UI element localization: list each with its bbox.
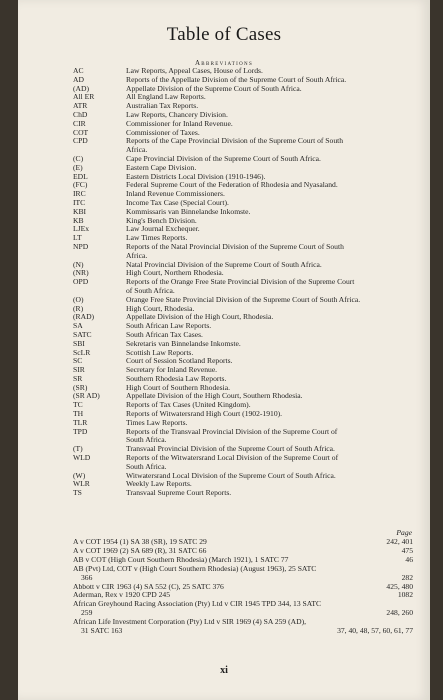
abbreviation-definition: South African Law Reports.: [126, 321, 212, 331]
abbreviation-definition: High Court, Rhodesia.: [126, 303, 195, 313]
abbreviation-definition: Australian Tax Reports.: [126, 101, 199, 111]
abbreviation-definition: Reports of Witwatersrand High Court (1902-1910).: [126, 409, 283, 419]
abbreviation-definition: Appellate Division of the Supreme Court of South Africa.: [126, 83, 302, 93]
abbreviation-code: COT: [73, 127, 89, 137]
abbreviation-row: [73, 366, 418, 375]
abbreviation-row: [73, 454, 418, 463]
case-entry-continuation: [73, 627, 413, 636]
case-pages: 425, 480: [386, 581, 413, 591]
abbreviation-code: OPD: [73, 277, 89, 287]
abbreviation-code: TS: [73, 488, 82, 498]
abbreviation-definition: High Court, Northern Rhodesia.: [126, 268, 224, 278]
case-entry: [73, 565, 413, 574]
abbreviation-code: (SR): [73, 382, 88, 392]
abbreviation-code: (O): [73, 294, 84, 304]
abbreviation-row: [73, 489, 418, 498]
abbreviation-code: AD: [73, 74, 84, 84]
abbreviation-row: [73, 217, 418, 226]
abbreviation-row: [73, 261, 418, 270]
page-number: xi: [220, 665, 228, 676]
abbreviation-code: ATR: [73, 101, 88, 111]
abbreviation-code: (N): [73, 259, 84, 269]
abbreviation-definition: Transvaal Supreme Court Reports.: [126, 488, 232, 498]
abbreviation-definition: Orange Free State Provincial Division of the Supreme Court of South Africa.: [126, 294, 361, 304]
abbreviation-code: (RAD): [73, 312, 95, 322]
abbreviation-definition: South Africa.: [126, 461, 167, 471]
abbreviation-definition: Witwatersrand Local Division of the Supreme Court of South Africa.: [126, 470, 336, 480]
abbreviation-code: ChD: [73, 109, 88, 119]
abbreviation-row: [73, 472, 418, 481]
abbreviation-code: SA: [73, 321, 83, 331]
case-name-continuation: 366: [81, 572, 93, 582]
abbreviation-code: SATC: [73, 329, 92, 339]
abbreviation-row: [73, 357, 418, 366]
abbreviation-definition: Kommissaris van Binnelandse Inkomste.: [126, 206, 251, 216]
abbreviation-definition: Reports of the Witwatersrand Local Division of the Supreme Court of: [126, 453, 339, 463]
abbreviation-row: [73, 349, 418, 358]
abbreviation-code: (AD): [73, 83, 90, 93]
abbreviation-definition: Income Tax Case (Special Court).: [126, 197, 229, 207]
abbreviation-code: CIR: [73, 118, 86, 128]
abbreviation-code: ITC: [73, 197, 86, 207]
abbreviation-row: [73, 155, 418, 164]
case-entry: [73, 600, 413, 609]
abbreviation-row: [73, 102, 418, 111]
abbreviation-row: [73, 410, 418, 419]
abbreviation-definition: Reports of the Natal Provincial Division of the Supreme Court of South: [126, 241, 344, 251]
abbreviation-row: [73, 331, 418, 340]
abbreviation-definition: Reports of Tax Cases (United Kingdom).: [126, 400, 251, 410]
abbreviation-row: [73, 480, 418, 489]
abbreviations-heading: Abbreviations: [194, 59, 254, 67]
abbreviation-definition: Commissioner for Inland Revenue.: [126, 118, 233, 128]
abbreviation-code: (FC): [73, 180, 88, 190]
abbreviations-list: [73, 67, 418, 498]
abbreviation-definition: Africa.: [126, 145, 148, 155]
abbreviation-code: IRC: [73, 189, 86, 199]
abbreviation-row: [73, 428, 418, 437]
abbreviation-definition: Federal Supreme Court of the Federation of Rhodesia and Nyasaland.: [126, 180, 338, 190]
abbreviation-row: [73, 181, 418, 190]
abbreviation-code: WLD: [73, 453, 91, 463]
abbreviation-definition: Law Journal Exchequer.: [126, 224, 200, 234]
abbreviation-definition: Southern Rhodesia Law Reports.: [126, 373, 227, 383]
abbreviation-row: [73, 278, 418, 287]
abbreviation-row: [73, 340, 418, 349]
abbreviation-code: All ER: [73, 92, 95, 102]
abbreviation-definition: South African Tax Cases.: [126, 329, 203, 339]
case-name-continuation: 259: [81, 608, 93, 618]
abbreviation-code: TC: [73, 400, 83, 410]
page-column-heading: Page: [396, 528, 412, 537]
abbreviation-definition: Secretary for Inland Revenue.: [126, 365, 218, 375]
abbreviation-code: TH: [73, 409, 84, 419]
abbreviation-code: (SR AD): [73, 391, 100, 401]
abbreviation-code: (E): [73, 162, 83, 172]
abbreviation-code: (R): [73, 303, 84, 313]
abbreviation-code: LT: [73, 233, 82, 243]
abbreviation-code: (C): [73, 153, 84, 163]
abbreviation-definition: Reports of the Cape Provincial Division of the Supreme Court of South: [126, 136, 344, 146]
case-pages: 1082: [397, 590, 413, 600]
abbreviation-definition: Law Reports, Chancery Division.: [126, 109, 228, 119]
abbreviation-row: [73, 243, 418, 252]
abbreviation-definition: Times Law Reports.: [126, 417, 188, 427]
abbreviation-row: [73, 120, 418, 129]
abbreviation-row: [73, 137, 418, 146]
abbreviation-code: SC: [73, 356, 83, 366]
abbreviation-definition: Scottish Law Reports.: [126, 347, 194, 357]
abbreviation-code: WLR: [73, 479, 90, 489]
abbreviation-code: SR: [73, 373, 83, 383]
case-name: Aderman, Rex v 1920 CPD 245: [73, 590, 171, 600]
abbreviation-code: (NR): [73, 268, 89, 278]
abbreviation-code: ScLR: [73, 347, 91, 357]
abbreviation-definition: Law Times Reports.: [126, 233, 188, 243]
abbreviation-code: SIR: [73, 365, 85, 375]
case-pages: 475: [401, 545, 413, 555]
abbreviation-code: (W): [73, 470, 86, 480]
abbreviation-definition: Law Reports, Appeal Cases, House of Lords.: [126, 66, 263, 75]
abbreviation-definition: Africa.: [126, 250, 148, 260]
case-pages: 282: [401, 572, 413, 582]
abbreviation-definition: of South Africa.: [126, 285, 175, 295]
abbreviation-definition: Cape Provincial Division of the Supreme Court of South Africa.: [126, 153, 321, 163]
abbreviation-row: [73, 296, 418, 305]
abbreviation-code: LJEx: [73, 224, 90, 234]
cases-list: [73, 538, 413, 636]
abbreviation-definition: Court of Session Scotland Reports.: [126, 356, 233, 366]
abbreviation-row: [73, 313, 418, 322]
abbreviation-row: [73, 85, 418, 94]
abbreviation-definition: Transvaal Provincial Division of the Supreme Court of South Africa.: [126, 444, 335, 454]
abbreviation-code: NPD: [73, 241, 89, 251]
case-pages: 242, 401: [386, 537, 413, 546]
abbreviation-definition: Appellate Division of the High Court, Southern Rhodesia.: [126, 391, 303, 401]
abbreviation-definition: Eastern Districts Local Division (1910-1946).: [126, 171, 266, 181]
case-name: AB v COT (High Court Southern Rhodesia) (March 1921), 1 SATC 77: [73, 554, 289, 564]
case-name: African Life Investment Corporation (Pty) Ltd v SIR 1969 (4) SA 259 (AD),: [73, 617, 307, 627]
case-pages: 37, 40, 48, 57, 60, 61, 77: [337, 626, 413, 636]
abbreviation-definition: All England Law Reports.: [126, 92, 206, 102]
abbreviation-code: EDL: [73, 171, 88, 181]
abbreviation-row: [73, 322, 418, 331]
abbreviation-definition: Commissioner of Taxes.: [126, 127, 200, 137]
abbreviation-definition: Natal Provincial Division of the Supreme Court of South Africa.: [126, 259, 322, 269]
abbreviation-code: AC: [73, 66, 84, 75]
case-name: Abbott v CIR 1963 (4) SA 552 (C), 25 SATC 376: [73, 581, 224, 591]
abbreviation-code: CPD: [73, 136, 88, 146]
abbreviation-definition: Reports of the Appellate Division of the Supreme Court of South Africa.: [126, 74, 347, 84]
abbreviation-row: [73, 190, 418, 199]
book-page: [18, 0, 430, 700]
abbreviation-definition: Weekly Law Reports.: [126, 479, 192, 489]
case-name-continuation: 31 SATC 163: [81, 626, 123, 636]
abbreviation-row: [73, 375, 418, 384]
abbreviation-row: [73, 93, 418, 102]
abbreviation-definition: Appellate Division of the High Court, Rhodesia.: [126, 312, 274, 322]
case-name: African Greyhound Racing Association (Pty) Ltd v CIR 1945 TPD 344, 13 SATC: [73, 599, 322, 609]
abbreviation-definition: High Court of Southern Rhodesia.: [126, 382, 230, 392]
abbreviation-code: (T): [73, 444, 83, 454]
case-pages: 248, 260: [386, 608, 413, 618]
abbreviation-definition: Inland Revenue Commissioners.: [126, 189, 225, 199]
abbreviation-row: [73, 208, 418, 217]
abbreviation-definition: Reports of the Orange Free State Provincial Division of the Supreme Court: [126, 277, 355, 287]
case-name: A v COT 1954 (1) SA 38 (SR), 19 SATC 29: [73, 537, 207, 546]
abbreviation-definition: King's Bench Division.: [126, 215, 197, 225]
abbreviation-definition: Reports of the Transvaal Provincial Division of the Supreme Court of: [126, 426, 338, 436]
page-title: Table of Cases: [166, 24, 282, 45]
case-name: A v COT 1969 (2) SA 689 (R), 31 SATC 66: [73, 545, 207, 555]
abbreviation-row: [73, 111, 418, 120]
abbreviation-definition: South Africa.: [126, 435, 167, 445]
case-pages: 46: [405, 554, 413, 564]
abbreviation-code: KB: [73, 215, 84, 225]
abbreviation-definition: Sekretaris van Binnelandse Inkomste.: [126, 338, 241, 348]
abbreviation-code: KBI: [73, 206, 87, 216]
abbreviation-code: SBI: [73, 338, 85, 348]
abbreviation-code: TLR: [73, 417, 88, 427]
abbreviation-code: TPD: [73, 426, 88, 436]
abbreviation-row: [73, 225, 418, 234]
abbreviation-definition: Eastern Cape Division.: [126, 162, 197, 172]
case-name: AB (Pvt) Ltd, COT v (High Court Southern Rhodesia) (August 1963), 25 SATC: [73, 563, 317, 573]
